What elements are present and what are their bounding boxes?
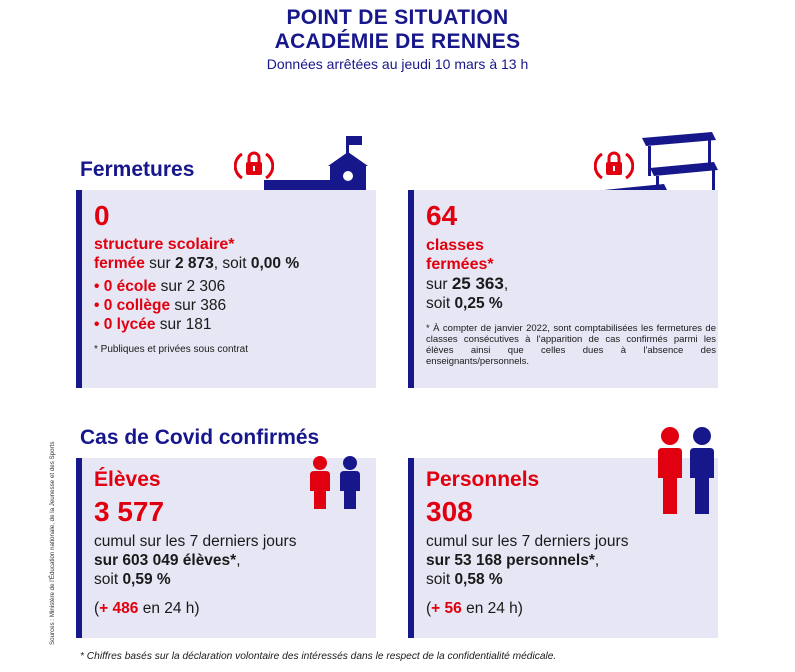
eleves-line1: cumul sur les 7 derniers jours [94,533,297,550]
classes-pct-line [426,294,716,313]
personnels-delta: + 56 [431,600,462,617]
classes-value: 64 [426,200,458,231]
classes-total: 25 363 [451,274,504,293]
structures-note: * Publiques et privées sous contrat [94,344,248,355]
classes-note: * À compter de janvier 2022, sont comptabilisées les fermetures de classes consécutives à l'apparition de cas confirmés parmi les élèves ainsi que celles dues à l'absence des enseignants/personnels. [426,323,716,367]
personnels-delta-line [426,599,628,618]
sources-note: Sources : Ministère de l'Éducation nationale, de la Jeunesse et des Sports [49,441,56,645]
college-label: • 0 collège [94,297,171,314]
soit-word: soit [94,571,123,588]
eleves-total: sur 603 049 élèves* [94,552,237,569]
soit-word: soit [426,571,455,588]
people-icon [654,426,718,516]
soit-word: , soit [213,255,251,272]
ecole-total: sur 2 306 [156,278,226,295]
list-item [94,315,299,334]
list-item [94,277,299,296]
ecole-label: • 0 école [94,278,157,295]
structures-label: structure scolaire* [94,236,235,253]
eleves-pct-line [94,570,296,589]
personnels-line2 [426,551,628,570]
covid-title: Cas de Covid confirmés [80,426,320,449]
eleves-delta-line [94,599,296,618]
people-icon [306,455,366,511]
personnels-pct: 0,58 % [454,571,503,588]
lycee-total: sur 181 [155,316,212,333]
classes-label-2: fermées* [426,256,494,273]
eleves-pct: 0,59 % [122,571,171,588]
paren: ( [94,600,100,617]
paren: ( [426,600,432,617]
fermetures-title: Fermetures [80,158,195,181]
sur-word: sur [426,276,452,293]
list-item [94,296,299,315]
soit-word: soit [426,295,455,312]
personnels-value: 308 [426,496,473,527]
page-header [0,6,795,72]
title-line-2: ACADÉMIE DE RENNES [274,30,521,53]
subtitle: Données arrêtées au jeudi 10 mars à 13 h [266,56,529,72]
footer-note: * Chiffres basés sur la déclaration volontaire des intéressés dans le respect de la confidentialité médicale. [80,651,557,662]
lycee-label: • 0 lycée [94,316,156,333]
structures-pct: 0,00 % [250,255,300,272]
structures-value: 0 [94,200,110,231]
personnels-total: sur 53 168 personnels* [426,552,595,569]
personnels-line1: cumul sur les 7 derniers jours [426,533,629,550]
delta-suffix: en 24 h) [138,600,200,617]
sur-word: sur [144,255,175,272]
structures-box [76,190,376,388]
classes-pct: 0,25 % [454,295,503,312]
comma: , [503,276,509,293]
comma: , [236,552,241,569]
title-line-1: POINT DE SITUATION [286,6,509,29]
eleves-label: Élèves [94,468,161,491]
personnels-label: Personnels [426,468,540,491]
classes-label-1: classes [426,237,484,254]
comma: , [594,552,600,569]
classes-box [408,190,718,388]
structures-total-line [94,254,299,273]
college-total: sur 386 [170,297,227,314]
eleves-value: 3 577 [94,496,165,527]
personnels-pct-line [426,570,628,589]
eleves-delta: + 486 [99,600,139,617]
classes-total-line [426,274,716,294]
delta-suffix: en 24 h) [461,600,523,617]
eleves-line2 [94,551,296,570]
structures-total: 2 873 [175,255,214,272]
fermee-word: fermée [94,255,145,272]
